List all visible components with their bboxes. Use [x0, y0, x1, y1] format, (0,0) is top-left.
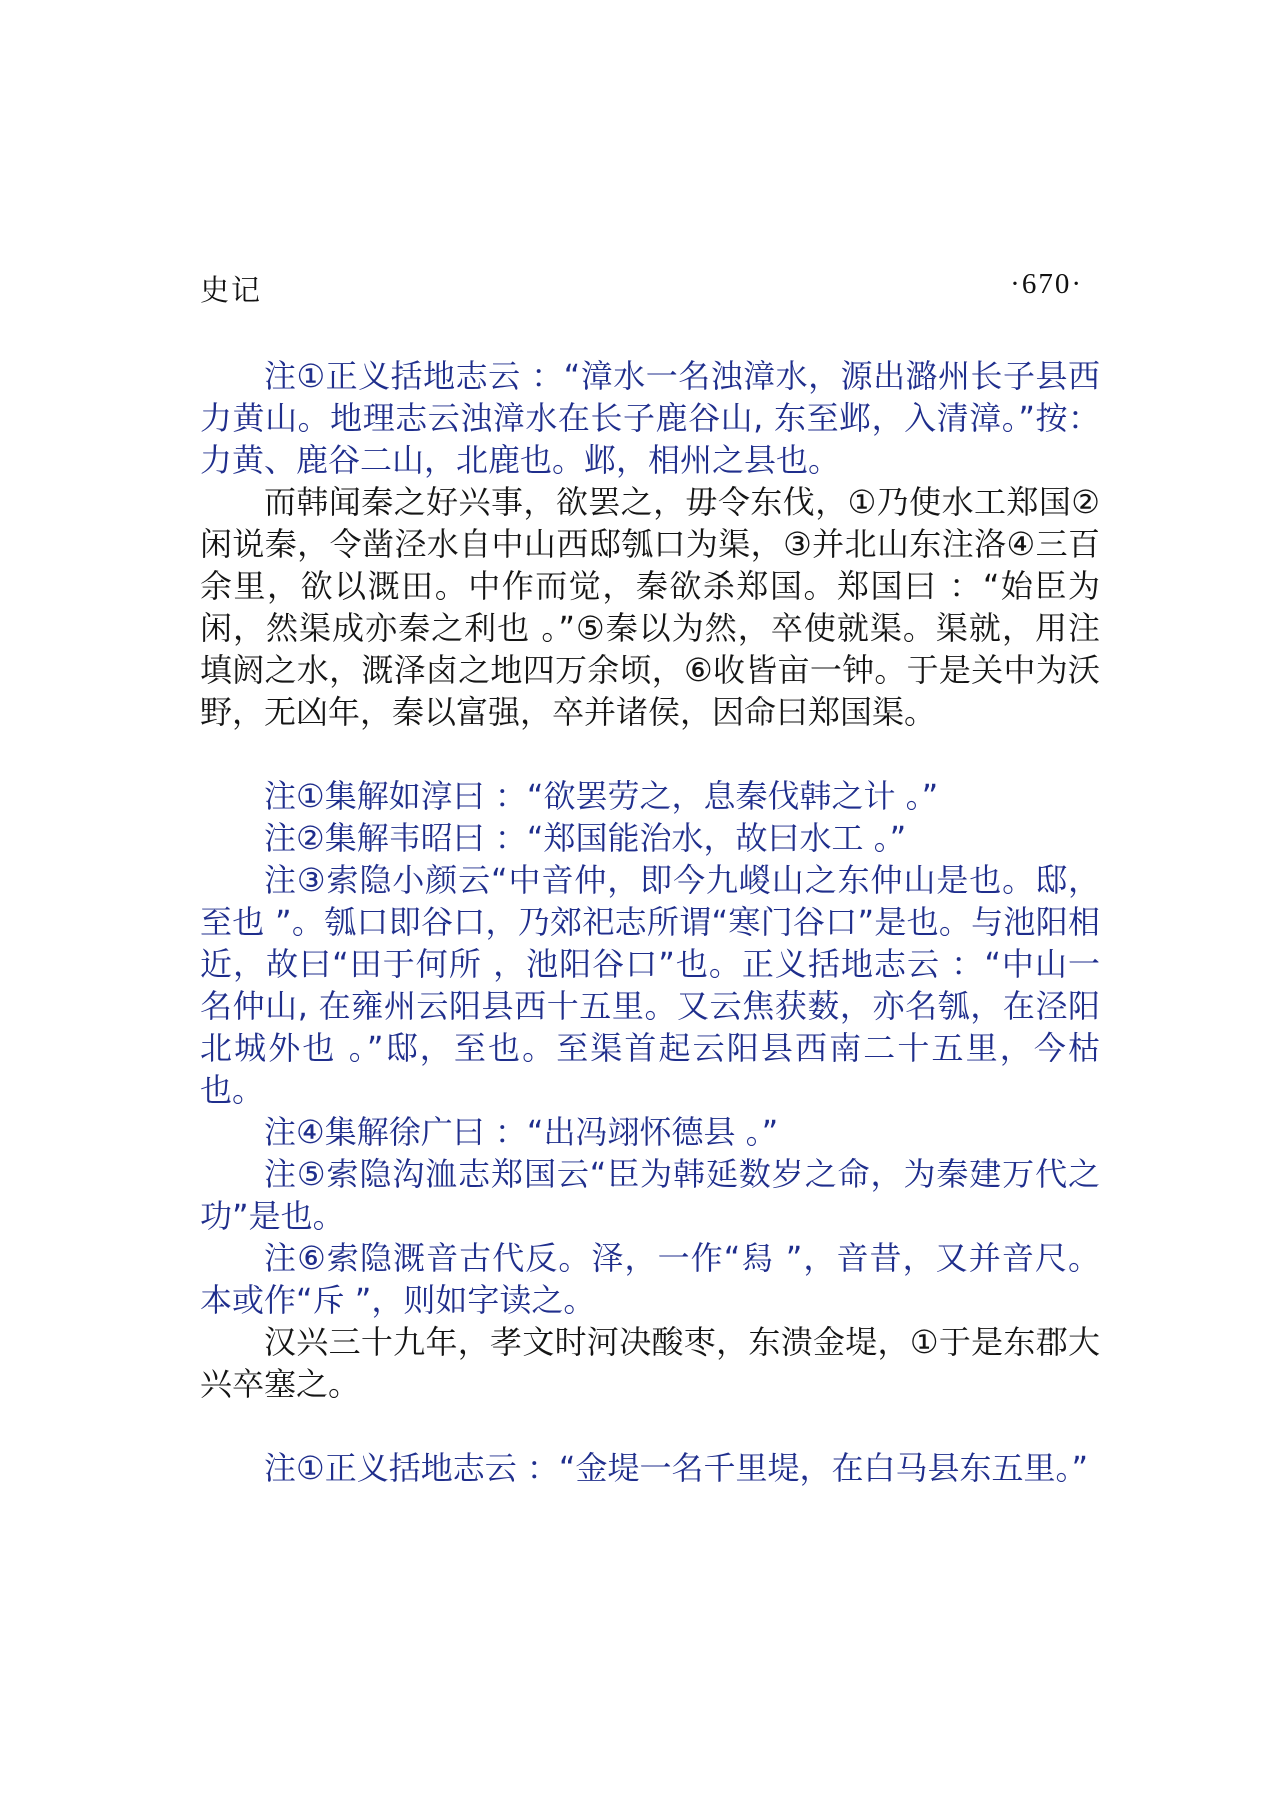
note-paragraph: 注①集解如淳曰 ：“欲罢劳之，息秦伐韩之计 。”: [264, 777, 939, 815]
main-paragraph: 而韩闻秦之好兴事，欲罢之，毋令东伐，①乃使水工郑国②闲说秦，令凿泾水自中山西邸瓠口为渠，③并北山东注洛④三百余里，欲以溉田。中作而觉，秦欲杀郑国。郑国曰 ：“始臣为闲，然渠成亦秦之利也 。”⑤秦以为然，卒使就渠。渠就，用注填阏之水，溉泽卤之地四万余顷，⑥收皆亩一钟。于是关中为沃野，无凶年，秦以富强，卒并诸侯，因命曰郑国渠。: [200, 483, 1100, 731]
page-number: ·670·: [1010, 268, 1083, 300]
main-paragraph: 汉兴三十九年，孝文时河决酸枣，东溃金堤，①于是东郡大兴卒塞之。: [200, 1323, 1100, 1403]
note-paragraph: 注②集解韦昭曰 ：“郑国能治水，故曰水工 。”: [264, 819, 907, 857]
note-paragraph: 注⑤索隐沟洫志郑国云“臣为韩延数岁之命，为秦建万代之功”是也。: [200, 1155, 1100, 1235]
running-header: [200, 268, 1083, 308]
text-body: [200, 355, 1100, 1489]
note-paragraph: 注④集解徐广曰 ：“出冯翊怀德县 。”: [264, 1113, 779, 1151]
note-paragraph: 注⑥索隐溉音古代反。泽，一作“舄 ”，音昔，又并音尺。本或作“斥 ”，则如字读之。: [200, 1239, 1100, 1319]
note-paragraph: 注③索隐小颜云“中音仲，即今九嵕山之东仲山是也。邸，至也 ”。瓠口即谷口，乃郊祀志所谓“寒门谷口”是也。与池阳相近，故曰“田于何所 ，池阳谷口”也。正义括地志云 ：“中山一名仲山, 在雍州云阳县西十五里。又云焦获薮，亦名瓠，在泾阳北城外也 。”邸，至也。至渠首起云阳县西南二十五里，今枯也。: [200, 861, 1100, 1109]
paragraph-gap: [200, 1405, 1100, 1447]
book-title: 史记: [200, 273, 263, 307]
note-paragraph: 注①正义括地志云 ：“金堤一名千里堤，在白马县东五里。”: [264, 1449, 1089, 1487]
note-paragraph: 注①正义括地志云 ：“漳水一名浊漳水，源出潞州长子县西力黄山。地理志云浊漳水在长子鹿谷山, 东至邺，入清漳。”按：力黄、鹿谷二山，北鹿也。邺，相州之县也。: [200, 357, 1100, 479]
paragraph-gap: [200, 733, 1100, 775]
